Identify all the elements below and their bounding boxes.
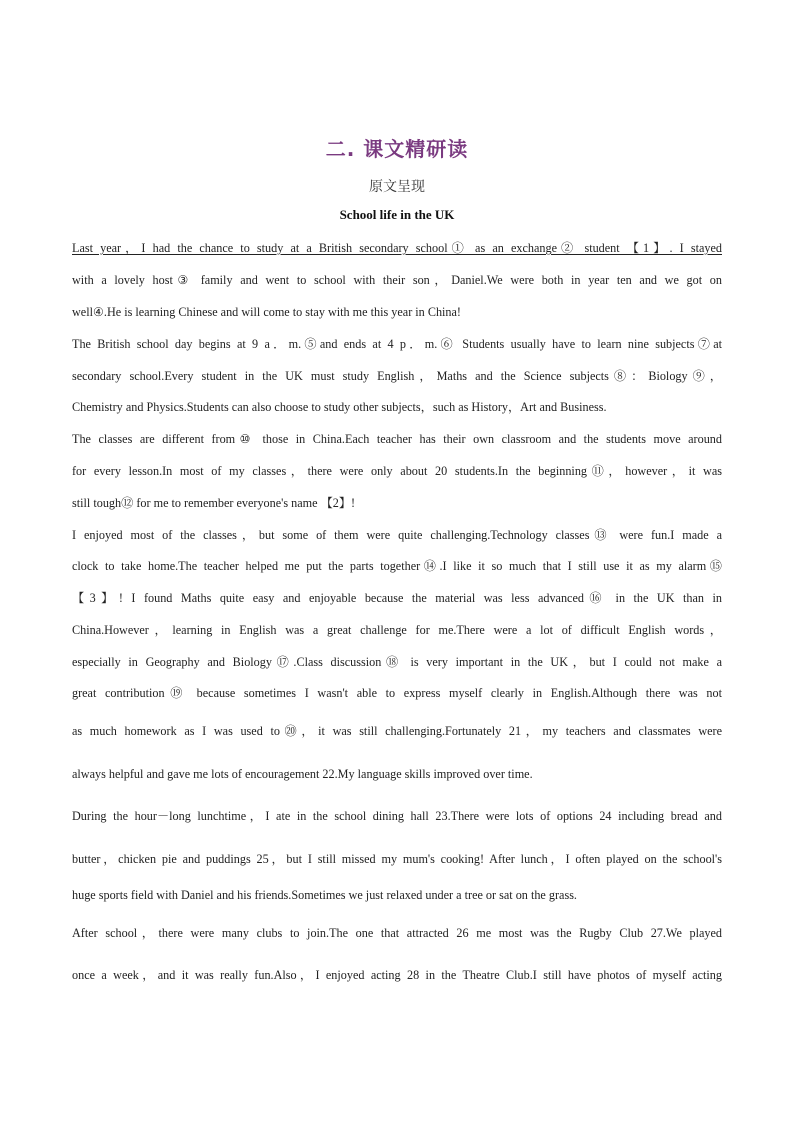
- article-title: School life in the UK: [339, 207, 455, 222]
- text-line: especially in Geography and Biology⑰.Class discussion⑱ is very important in the UK，but I could not make a: [72, 655, 722, 669]
- text-line: well④.He is learning Chinese and will come to stay with me this year in China!: [72, 305, 461, 319]
- text-line: The British school day begins at 9 a．m.⑤and ends at 4 p．m.⑥ Students usually have to learn nine subjects⑦at: [72, 337, 722, 351]
- text-line: China.However，learning in English was a great challenge for me.There were a lot of difficult English words，: [72, 623, 722, 637]
- section-heading: 二. 课文精研读: [325, 137, 469, 161]
- text-line: The classes are different from⑩ those in China.Each teacher has their own classroom and the students move around: [72, 432, 722, 446]
- text-line: as much homework as I was used to⑳，it was still challenging.Fortunately 21，my teachers and classmates were: [72, 724, 722, 738]
- text-line: butter，chicken pie and puddings 25，but I still missed my mum's cooking! After lunch，I often played on the school's: [72, 852, 722, 866]
- text-line: Chemistry and Physics.Students can also choose to study other subjects，such as History，Art and Business.: [72, 400, 607, 414]
- text-line: Last year，I had the chance to study at a British secondary school① as an exchange② student 【1】. I stayed: [72, 241, 722, 255]
- text-line: with a lovely host③ family and went to school with their son，Daniel.We were both in year ten and we got on: [72, 273, 722, 287]
- text-line: After school，there were many clubs to join.The one that attracted 26 me most was the Rugby Club 27.We played: [72, 926, 722, 940]
- text-line: once a week，and it was really fun.Also，I enjoyed acting 28 in the Theatre Club.I still have photos of myself acting: [72, 968, 722, 982]
- text-line: always helpful and gave me lots of encouragement 22.My language skills improved over time.: [72, 767, 533, 781]
- text-line: huge sports field with Daniel and his friends.Sometimes we just relaxed under a tree or sat on the grass.: [72, 888, 577, 902]
- text-line: still tough⑫ for me to remember everyone's name 【2】!: [72, 496, 356, 510]
- text-line: clock to take home.The teacher helped me put the parts together⑭.I like it so much that I still use it as my alarm⑮: [72, 559, 722, 573]
- text-line: I enjoyed most of the classes，but some of them were quite challenging.Technology classes⑬ were fun.I made a: [72, 528, 722, 542]
- subheading: 原文呈现: [369, 179, 425, 195]
- text-line: for every lesson.In most of my classes，there were only about 20 students.In the beginning⑪，however，it was: [72, 464, 722, 478]
- text-line: secondary school.Every student in the UK must study English，Maths and the Science subjects⑧：Biology⑨，: [72, 369, 722, 383]
- text-line: During the hour－long lunchtime，I ate in the school dining hall 23.There were lots of options 24 including bread and: [72, 809, 722, 823]
- text-line: great contribution⑲ because sometimes I wasn't able to express myself clearly in English.Although there was not: [72, 686, 722, 700]
- text-line: 【3】! I found Maths quite easy and enjoyable because the material was less advanced⑯ in the UK than in: [72, 591, 722, 605]
